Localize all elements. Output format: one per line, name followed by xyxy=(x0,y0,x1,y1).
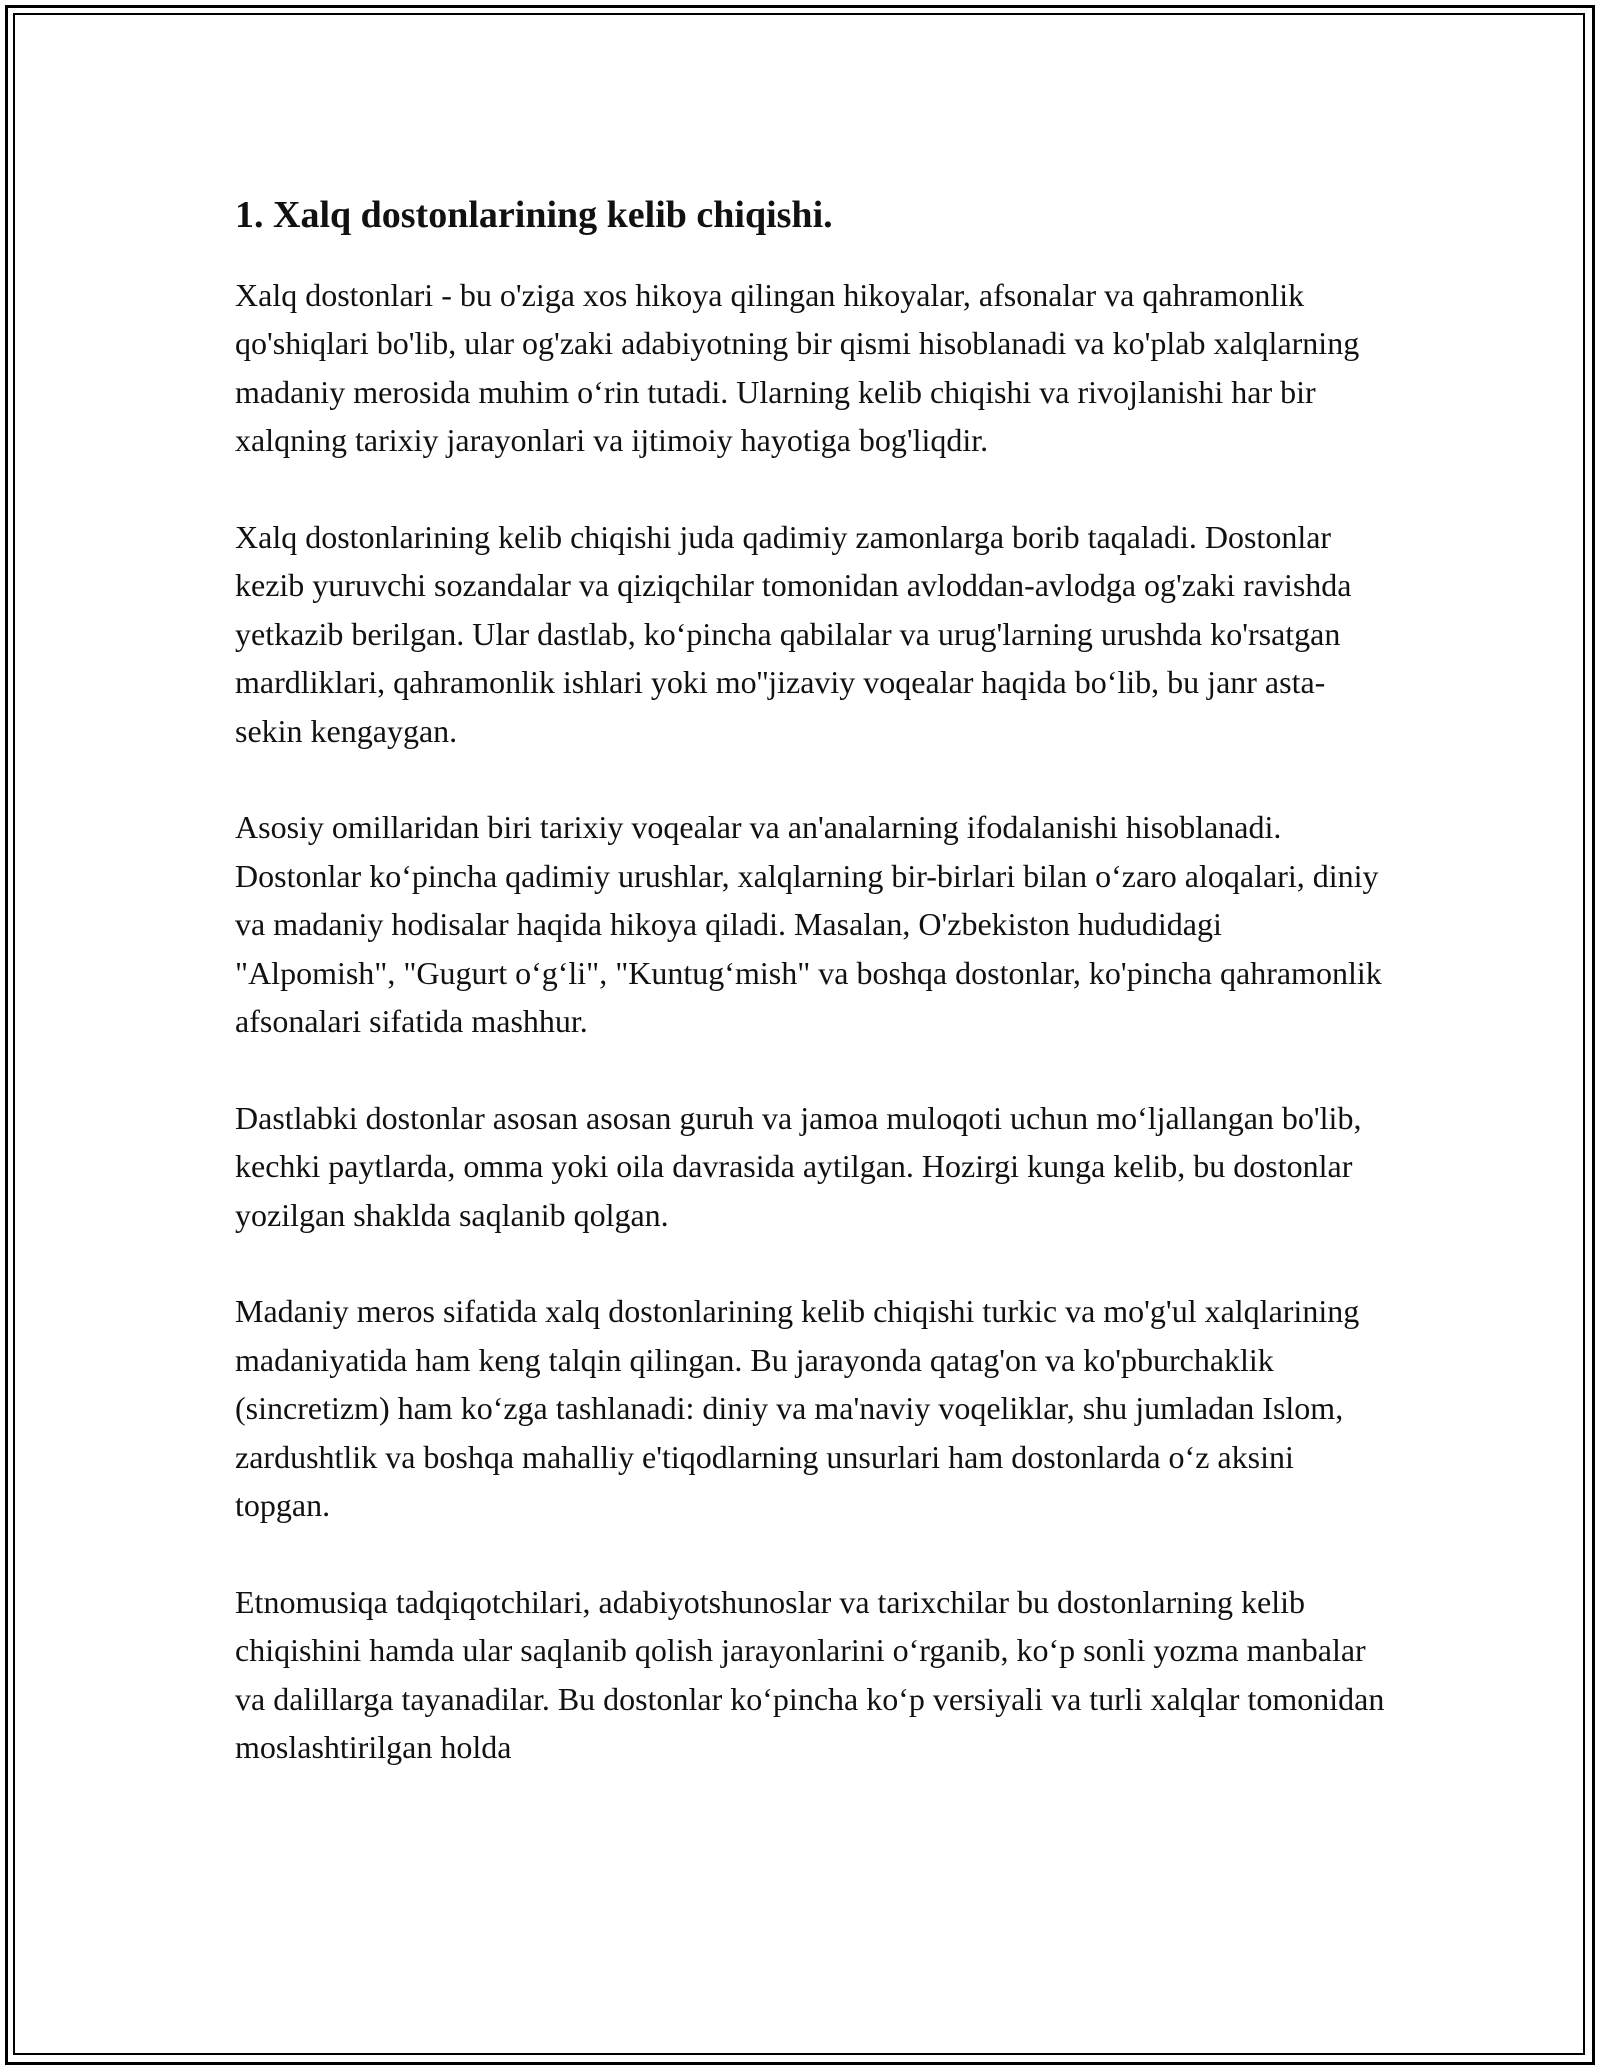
paragraph-5: Madaniy meros sifatida xalq dostonlarining kelib chiqishi turkic va mo'g'ul xalqlarining madaniyatida ham keng talqin qilingan. Bu jarayonda qatag'on va ko'pburchaklik (sincretizm) ham ko‘zga tashlanadi: diniy va ma'naviy voqeliklar, shu jumladan Islom, zardushtlik va boshqa mahalliy e'tiqodlarning unsurlari ham dostonlarda o‘z aksini topgan. xyxy=(235,1293,1360,1524)
paragraph-1: Xalq dostonlari - bu o'ziga xos hikoya qilingan hikoyalar, afsonalar va qahramonlik qo'shiqlari bo'lib, ular og'zaki adabiyotning bir qismi hisoblanadi va ko'plab xalqlarning madaniy merosida muhim o‘rin tutadi. Ularning kelib chiqishi va rivojlanishi har bir xalqning tarixiy jarayonlari va ijtimoiy hayotiga bog'liqdir. xyxy=(235,277,1360,459)
paragraph-4: Dastlabki dostonlar asosan asosan guruh va jamoa muloqoti uchun mo‘ljallangan bo'lib, kechki paytlarda, omma yoki oila davrasida aytilgan. Hozirgi kunga kelib, bu dostonlar yozilgan shaklda saqlanib qolgan. xyxy=(235,1099,1362,1233)
paragraph-3: Asosiy omillaridan biri tarixiy voqealar va an'analarning ifodalanishi hisoblanadi. Dostonlar ko‘pincha qadimiy urushlar, xalqlarning bir-birlari bilan o‘zaro aloqalari, diniy va madaniy hodisalar haqida hikoya qiladi. Masalan, O'zbekiston hududidagi "Alpomish", "Gugurt o‘g‘li", "Kuntug‘mish" va boshqa dostonlar, ko'pincha qahramonlik afsonalari sifatida mashhur. xyxy=(235,809,1382,1040)
paragraph-2: Xalq dostonlarining kelib chiqishi juda qadimiy zamonlarga borib taqaladi. Dostonlar kezib yuruvchi sozandalar va qiziqchilar tomonidan avloddan-avlodga og'zaki ravishda yetkazib berilgan. Ular dastlab, ko‘pincha qabilalar va urug'larning urushda ko'rsatgan mardliklari, qahramonlik ishlari yoki mo''jizaviy voqealar haqida bo‘lib, bu janr asta-sekin kengaygan. xyxy=(235,519,1352,749)
document-body xyxy=(235,185,1385,1820)
section-heading: 1. Xalq dostonlarining kelib chiqishi. xyxy=(235,194,833,236)
paragraph-6: Etnomusiqa tadqiqotchilari, adabiyotshunoslar va tarixchilar bu dostonlarning kelib chiqishini hamda ular saqlanib qolish jarayonlarini o‘rganib, ko‘p sonli yozma manbalar va dalillarga tayanadilar. Bu dostonlar ko‘pincha ko‘p versiyali va turli xalqlar tomonidan moslashtirilgan holda xyxy=(235,1583,1385,1766)
